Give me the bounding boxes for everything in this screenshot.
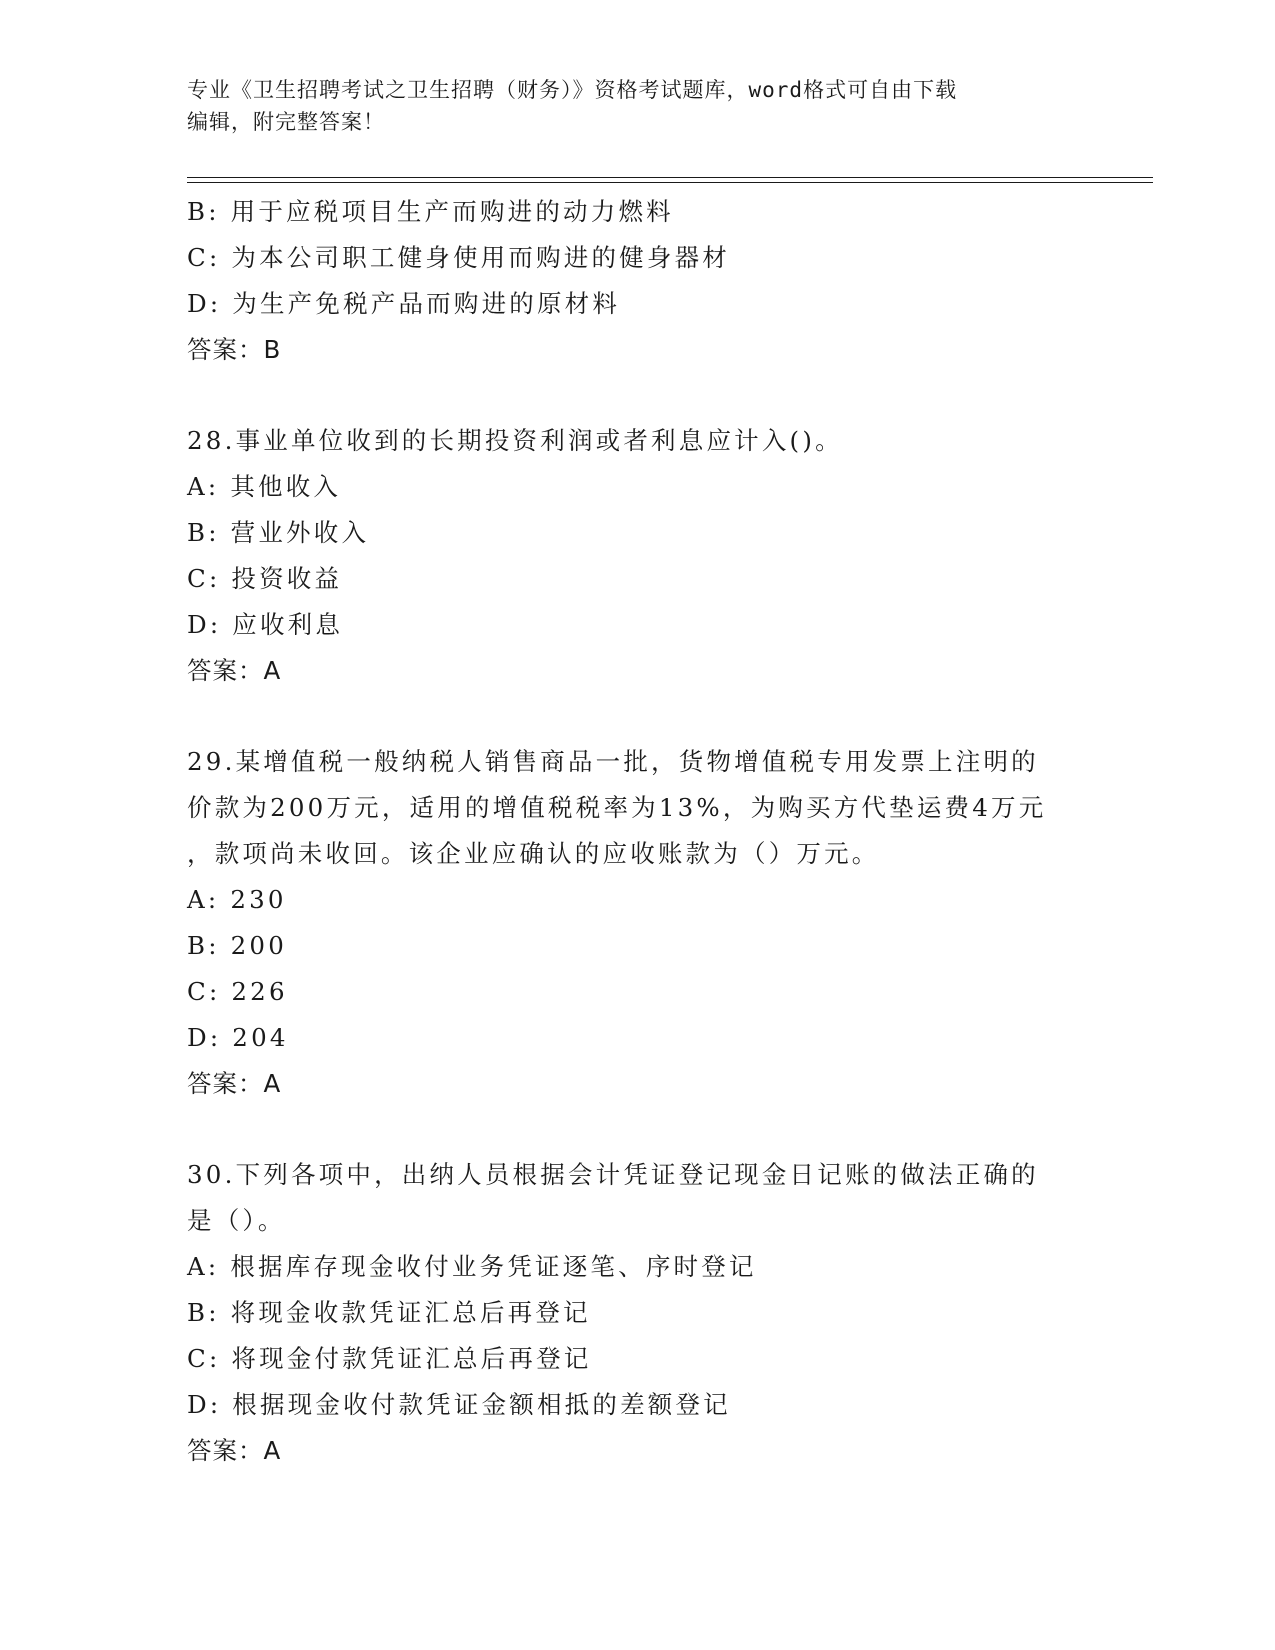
document-header xyxy=(187,74,1077,138)
question-30 xyxy=(187,1152,1087,1474)
question-29 xyxy=(187,739,1087,1107)
option-c: C: 226 xyxy=(187,977,288,1006)
option-c: C: 投资收益 xyxy=(187,564,343,593)
header-divider-bottom xyxy=(187,182,1153,183)
option-c: C: 将现金付款凭证汇总后再登记 xyxy=(187,1344,592,1373)
answer-line: 答案：B xyxy=(187,335,282,364)
option-a: A: 230 xyxy=(187,885,287,914)
header-line-1: 专业《卫生招聘考试之卫生招聘（财务）》资格考试题库，word格式可自由下载 xyxy=(187,78,958,102)
question-28 xyxy=(187,418,1087,694)
option-d: D: 204 xyxy=(187,1023,289,1052)
question-stem: 30.下列各项中，出纳人员根据会计凭证登记现金日记账的做法正确的 xyxy=(187,1160,1039,1189)
option-d: D: 应收利息 xyxy=(187,610,344,639)
option-b: B: 营业外收入 xyxy=(187,518,370,547)
answer-line: 答案：A xyxy=(187,656,282,685)
question-stem: 28.事业单位收到的长期投资利润或者利息应计入()。 xyxy=(187,426,843,455)
question-stem: 29.某增值税一般纳税人销售商品一批，货物增值税专用发票上注明的 xyxy=(187,747,1039,776)
header-line-2: 编辑，附完整答案！ xyxy=(187,110,385,134)
option-b: B: 200 xyxy=(187,931,288,960)
option-b: B: 用于应税项目生产而购进的动力燃料 xyxy=(187,197,674,226)
option-a: A: 其他收入 xyxy=(187,472,342,501)
option-c: C: 为本公司职工健身使用而购进的健身器材 xyxy=(187,243,730,272)
answer-line: 答案：A xyxy=(187,1436,282,1465)
option-d: D: 为生产免税产品而购进的原材料 xyxy=(187,289,621,318)
option-b: B: 将现金收款凭证汇总后再登记 xyxy=(187,1298,591,1327)
question-stem-cont: 价款为200万元，适用的增值税税率为13%，为购买方代垫运费4万元 xyxy=(187,793,1047,822)
question-27-continued xyxy=(187,189,1087,373)
option-a: A: 根据库存现金收付业务凭证逐笔、序时登记 xyxy=(187,1252,757,1281)
answer-line: 答案：A xyxy=(187,1069,282,1098)
option-d: D: 根据现金收付款凭证金额相抵的差额登记 xyxy=(187,1390,731,1419)
question-stem-cont: 是（）。 xyxy=(187,1206,286,1235)
header-divider-top xyxy=(187,177,1153,178)
question-list xyxy=(187,189,1087,1474)
question-stem-cont: ，款项尚未收回。该企业应确认的应收账款为（）万元。 xyxy=(187,839,880,868)
